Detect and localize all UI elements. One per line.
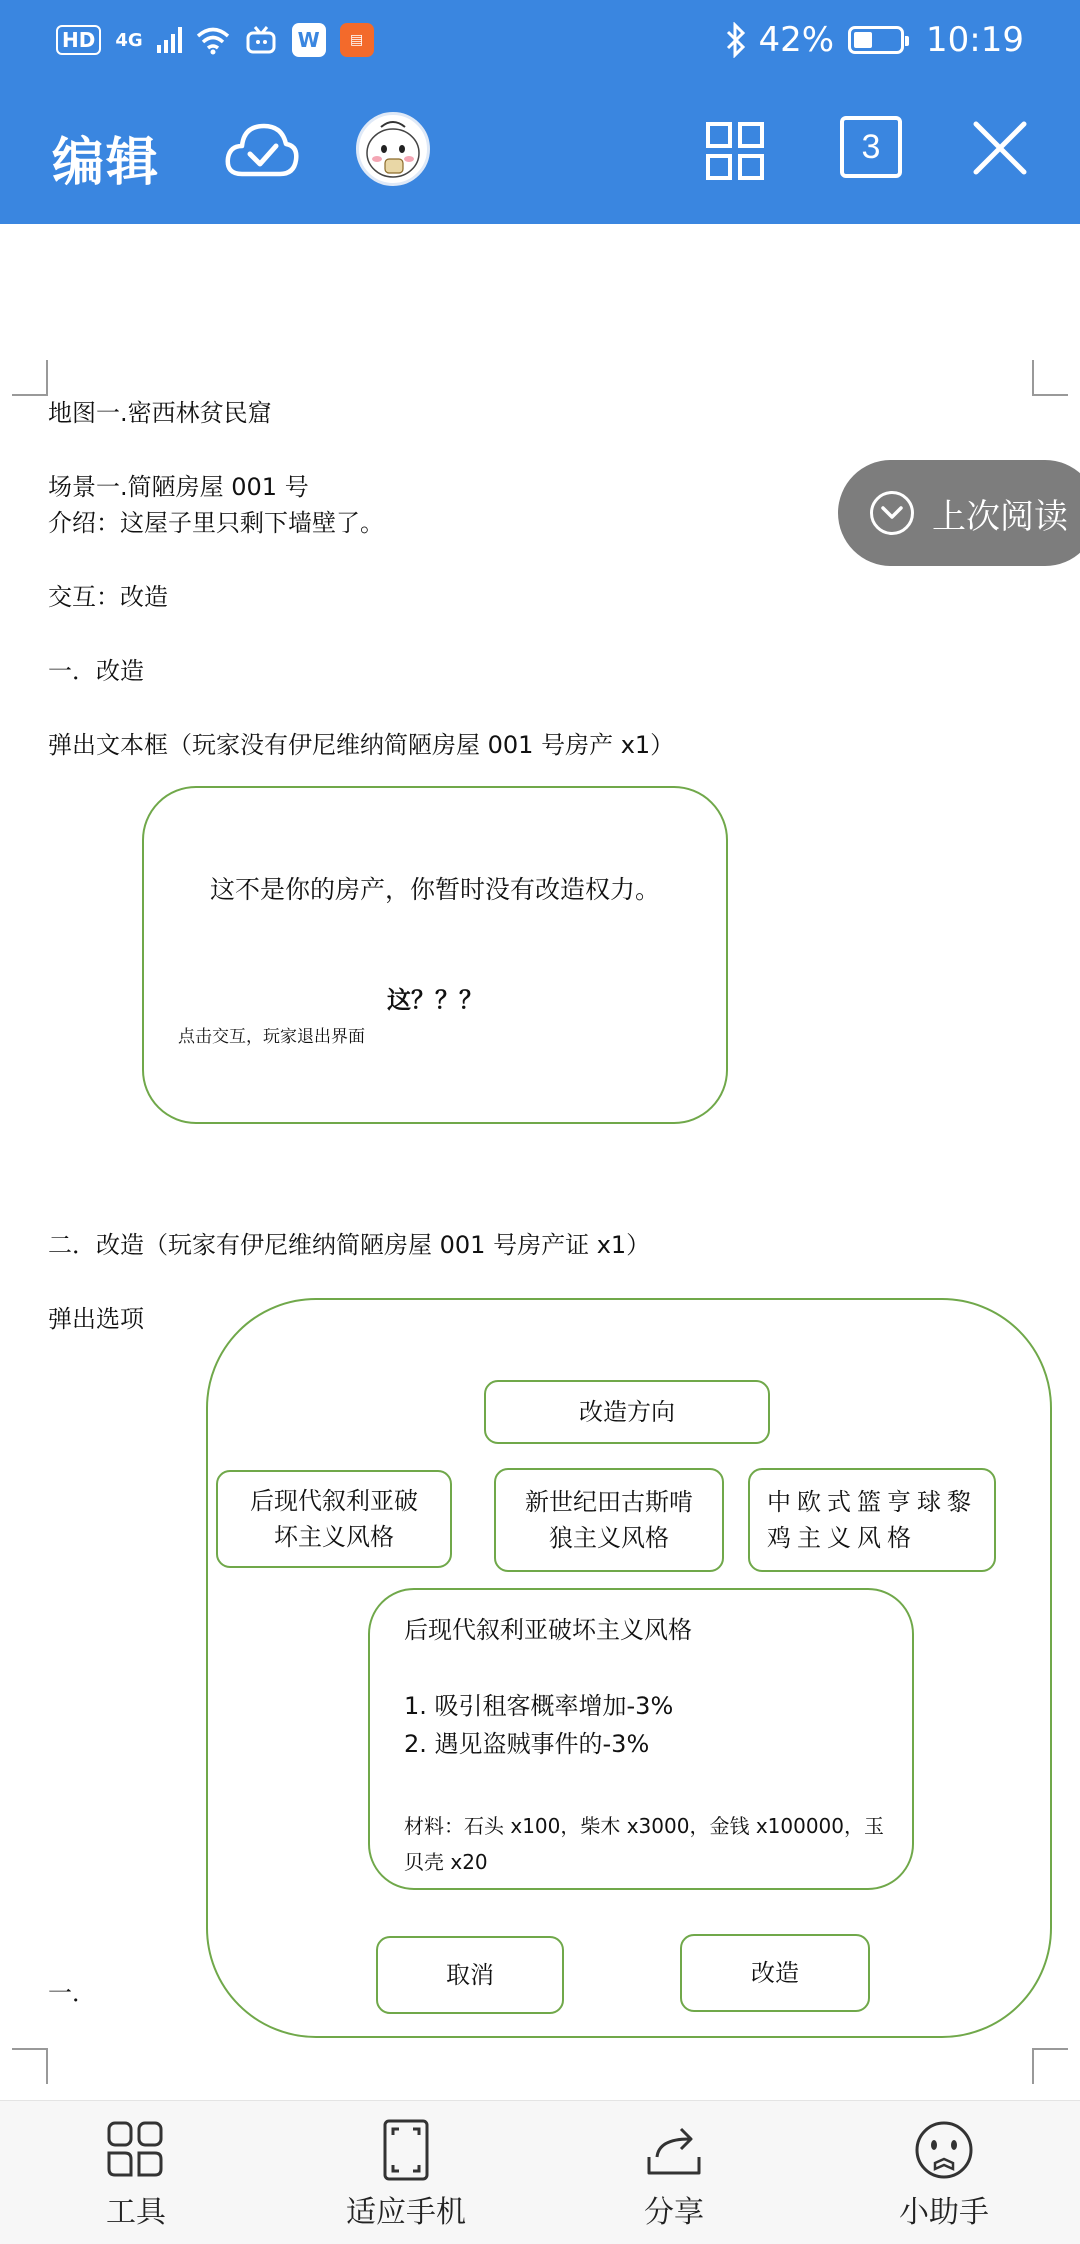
popup-reply: 这？？？ bbox=[387, 986, 483, 1014]
status-bar bbox=[0, 0, 1080, 80]
assistant-label: 小助手 bbox=[899, 2195, 989, 2230]
resume-reading-chip[interactable] bbox=[838, 460, 1080, 566]
style-option-3-line: 鸡主义风格 bbox=[767, 1524, 917, 1552]
tools-label: 工具 bbox=[106, 2195, 166, 2230]
share-button[interactable] bbox=[574, 2117, 774, 2237]
fit-screen-button[interactable] bbox=[306, 2117, 506, 2237]
style-option-3-line: 中欧式篮亨球黎 bbox=[767, 1488, 977, 1516]
style-detail-materials: 材料：石头 x100，柴木 x3000，金钱 x100000，玉贝壳 x20 bbox=[404, 1814, 884, 1874]
battery-percent: 42% bbox=[758, 20, 835, 60]
paragraph-popup-text: 弹出文本框（玩家没有伊尼维纳简陋房屋 001 号房产 x1） bbox=[48, 731, 675, 759]
tab-count-button[interactable]: 3 bbox=[840, 116, 902, 178]
style-detail-card bbox=[368, 1588, 914, 1890]
document-page[interactable] bbox=[0, 224, 1080, 2100]
paragraph-intro: 介绍：这屋子里只剩下墙壁了。 bbox=[48, 509, 384, 537]
wifi-icon bbox=[196, 25, 230, 55]
wallet-app-icon: ▤ bbox=[340, 23, 374, 57]
style-option-1-line: 坏主义风格 bbox=[274, 1523, 394, 1551]
style-option-3 bbox=[748, 1468, 996, 1572]
page-corner-mark bbox=[12, 360, 48, 396]
tools-button[interactable] bbox=[36, 2117, 236, 2237]
bluetooth-icon bbox=[724, 22, 748, 58]
style-detail-item: 2. 遇见盗贼事件的-3% bbox=[404, 1730, 650, 1758]
page-corner-mark bbox=[12, 2048, 48, 2084]
hd-indicator: HD bbox=[56, 25, 101, 55]
paragraph-scene: 场景一.简陋房屋 001 号 bbox=[48, 473, 309, 501]
edit-button[interactable]: 编辑 bbox=[52, 133, 161, 193]
renovation-direction-title: 改造方向 bbox=[484, 1380, 770, 1444]
tv-icon bbox=[244, 25, 278, 55]
style-option-2 bbox=[494, 1468, 724, 1572]
fit-screen-icon bbox=[373, 2117, 439, 2183]
fit-screen-label: 适应手机 bbox=[346, 2195, 466, 2230]
style-option-2-line: 狼主义风格 bbox=[549, 1524, 669, 1552]
close-icon[interactable] bbox=[968, 116, 1032, 180]
popup-message: 这不是你的房产，你暂时没有改造权力。 bbox=[209, 875, 660, 904]
style-detail-title: 后现代叙利亚破坏主义风格 bbox=[404, 1616, 692, 1644]
app-toolbar bbox=[0, 80, 1080, 224]
share-label: 分享 bbox=[644, 2195, 704, 2230]
cancel-button: 取消 bbox=[376, 1936, 564, 2014]
battery-icon bbox=[848, 26, 904, 54]
clock: 10:19 bbox=[926, 20, 1024, 60]
avatar[interactable] bbox=[356, 112, 430, 186]
heading-section-3: 一． bbox=[48, 1979, 96, 2007]
paragraph-popup-options: 弹出选项 bbox=[48, 1305, 144, 1333]
chevron-down-icon bbox=[870, 491, 914, 535]
wps-app-icon: W bbox=[292, 23, 326, 57]
paragraph-interact: 交互：改造 bbox=[48, 583, 168, 611]
page-corner-mark bbox=[1032, 360, 1068, 396]
popup-no-permission bbox=[142, 786, 728, 1124]
popup-note: 点击交互，玩家退出界面 bbox=[178, 1027, 365, 1047]
tools-icon bbox=[103, 2117, 169, 2183]
network-type: 4G bbox=[115, 29, 143, 51]
signal-icon bbox=[157, 27, 182, 53]
style-option-2-line: 新世纪田古斯啃 bbox=[525, 1488, 693, 1516]
assistant-icon bbox=[911, 2117, 977, 2183]
style-detail-item: 1. 吸引租客概率增加-3% bbox=[404, 1692, 674, 1720]
heading-section-1: 一．改造 bbox=[48, 657, 144, 685]
renovate-button: 改造 bbox=[680, 1934, 870, 2012]
heading-section-2: 二．改造（玩家有伊尼维纳简陋房屋 001 号房产证 x1） bbox=[48, 1231, 651, 1259]
grid-icon[interactable] bbox=[704, 120, 766, 182]
resume-reading-label: 上次阅读 bbox=[932, 496, 1068, 537]
style-option-1-line: 后现代叙利亚破 bbox=[250, 1487, 418, 1515]
share-icon bbox=[641, 2117, 707, 2183]
bottom-toolbar bbox=[0, 2100, 1080, 2244]
style-option-1 bbox=[216, 1470, 452, 1568]
paragraph-map: 地图一.密西林贫民窟 bbox=[48, 399, 272, 427]
cloud-check-icon[interactable] bbox=[222, 110, 302, 190]
assistant-button[interactable] bbox=[844, 2117, 1044, 2237]
page-corner-mark bbox=[1032, 2048, 1068, 2084]
